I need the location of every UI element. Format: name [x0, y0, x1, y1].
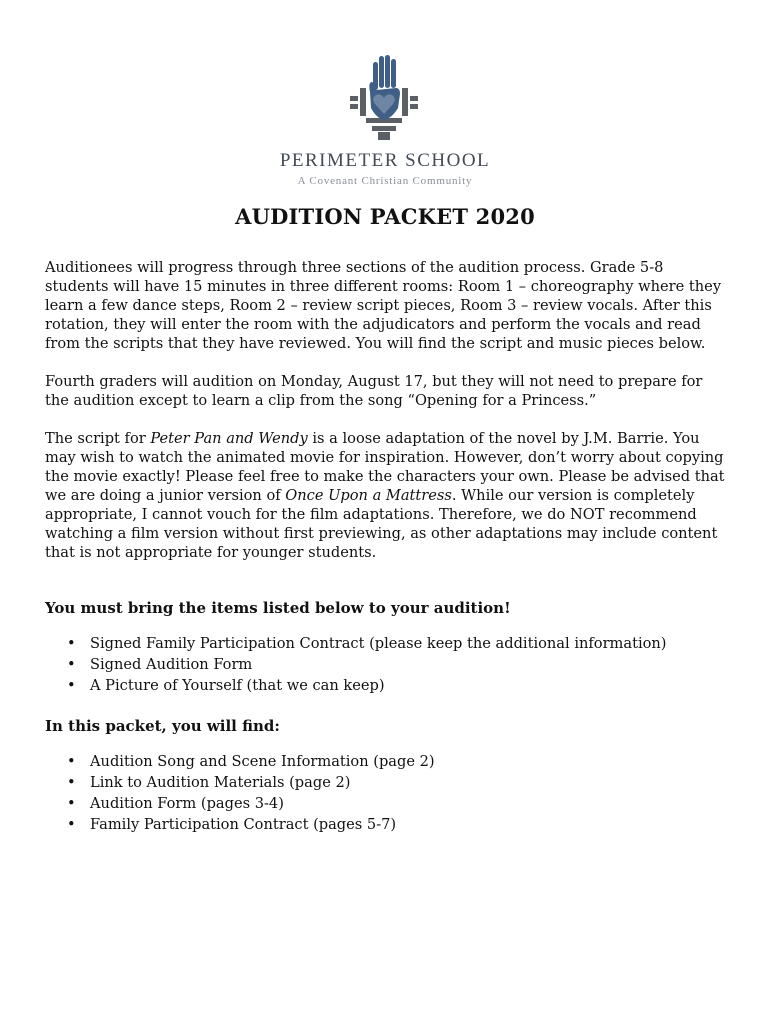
paragraph-fourth-graders: Fourth graders will audition on Monday, August 17, but they will not need to prepare for the audition except to learn a clip from the song “Opening for a Princess.”: [45, 373, 703, 409]
list-item: [67, 634, 729, 653]
list-item: [67, 676, 729, 695]
title-peter-pan: Peter Pan and Wendy: [150, 430, 308, 447]
list-item: [67, 794, 729, 813]
list-item-text: Signed Family Participation Contract (please keep the additional information): [90, 635, 667, 652]
paragraph-script-part-c: . While our version is completely appropriate, I cannot vouch for the film adaptations. Therefore, we do NOT recommend watching a film version without first previewing, as other adaptations may include content that is not appropriate for younger students.: [45, 487, 718, 561]
bring-items-heading: You must bring the items listed below to your audition!: [45, 599, 511, 617]
paragraph-script-part-b: is a loose adaptation of the novel by J.M. Barrie. You may wish to watch the animated movie for inspiration. However, don’t worry about copying the movie exactly! Please feel free to make the characters your own. Please be advised that we are doing a junior version of: [45, 430, 725, 504]
document-body: [45, 258, 729, 856]
bullet-icon: •: [67, 677, 76, 694]
bullet-icon: •: [67, 753, 76, 770]
bullet-icon: •: [67, 635, 76, 652]
document-title: AUDITION PACKET 2020: [235, 204, 535, 229]
list-item: [67, 815, 729, 834]
bullet-icon: •: [67, 774, 76, 791]
list-item-text: Signed Audition Form: [90, 656, 253, 673]
paragraph-rotation: Auditionees will progress through three sections of the audition process. Grade 5-8 students will have 15 minutes in three different rooms: Room 1 – choreography where they learn a few dance steps, Room 2 – review script pieces, Room 3 – review vocals. After this rotation, they will enter the room with the adjudicators and perform the vocals and read from the scripts that they have reviewed. You will find the script and music pieces below.: [45, 259, 722, 352]
list-item-text: Link to Audition Materials (page 2): [90, 774, 351, 791]
bring-items-list: [45, 634, 729, 695]
title-once-upon-a-mattress: Once Upon a Mattress: [285, 487, 452, 504]
bullet-icon: •: [67, 656, 76, 673]
list-item-text: Family Participation Contract (pages 5-7): [90, 816, 397, 833]
paragraph-script-part-a: The script for: [45, 430, 151, 447]
school-tagline: A Covenant Christian Community: [297, 175, 473, 187]
list-item: [67, 752, 729, 771]
bullet-icon: •: [67, 816, 76, 833]
school-name: PERIMETER SCHOOL: [279, 150, 491, 171]
list-item-text: A Picture of Yourself (that we can keep): [90, 677, 385, 694]
list-item: [67, 655, 729, 674]
paragraph-script: [45, 429, 729, 562]
list-item-text: Audition Form (pages 3-4): [90, 795, 284, 812]
list-item-text: Audition Song and Scene Information (page 2): [90, 753, 435, 770]
packet-contents-heading: In this packet, you will find:: [45, 717, 280, 735]
packet-contents-list: [45, 752, 729, 834]
bullet-icon: •: [67, 795, 76, 812]
list-item: [67, 773, 729, 792]
hand-heart-cross-logo: [346, 52, 422, 142]
